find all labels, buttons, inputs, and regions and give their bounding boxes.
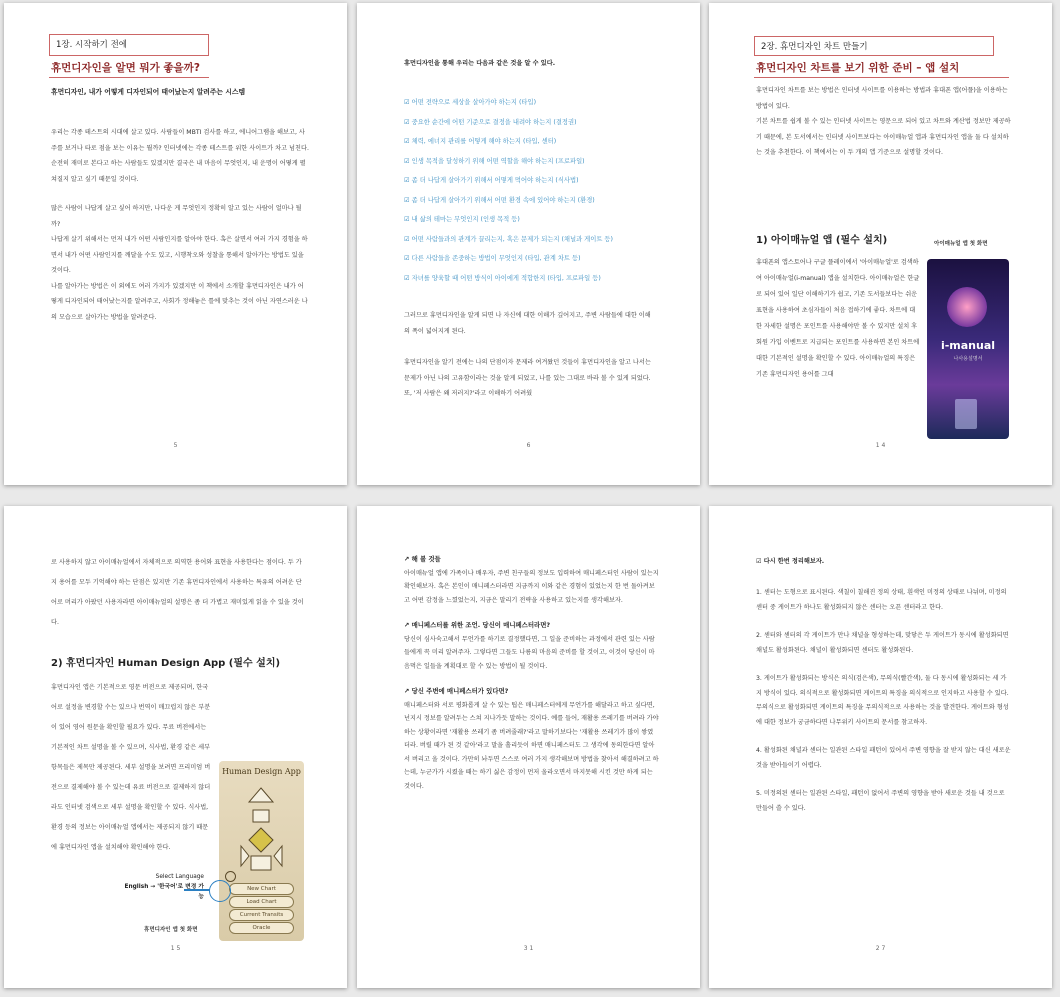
section-heading: ↗ 매니페스터를 위한 조언. 당신이 매니페스터라면? xyxy=(404,621,551,629)
list-item: ☑ 어떤 사람들과의 관계가 끌리는지, 혹은 문제가 되는지 (채널과 게이트 등) xyxy=(404,235,613,243)
title-underline xyxy=(49,77,209,78)
bodygraph-icon xyxy=(239,786,284,876)
app-title: Human Design App xyxy=(222,767,301,776)
new-chart-button[interactable]: New Chart xyxy=(229,883,294,895)
paragraph: 매니페스터와 서로 평화롭게 살 수 있는 팁은 매니페스터에게 무언가를 해달라고 하고 싶다면, 넌지시 정보를 알려두는 스쳐 지나가듯 말하는 것이다. 예를 들어, 재활용 쓰레기를 버려라 가야 하는 상황이라면 '재활용 쓰레기 좀 버려줄래?'라고 말하기보다는 '재활용 쓰레기가 많이 쌓였더라. 버릴 때가 된 것 같아'라고 말을 흘리듯이 하면 매니페스터도 그 생각에 동의한다면 알아서 버리고 올 것이다. 가만히 놔두면 스스로 여러 가지 생각해보며 방법을 찾아서 해결하려고 하는데, 누군가가 시켰을 때는 하기 싫은 감정이 먼저 올라오면서 마지못해 시킨 것만 하게 되는 것이다. xyxy=(404,701,659,790)
intro-text: 휴먼디자인을 통해 우리는 다음과 같은 것을 알 수 있다. xyxy=(404,60,556,67)
current-transits-button[interactable]: Current Transits xyxy=(229,909,294,921)
planet-icon xyxy=(947,287,987,327)
page-number: 1 5 xyxy=(170,945,181,952)
page-15 xyxy=(4,506,347,988)
body-text: 로 사용하지 않고 아이매뉴얼에서 자체적으로 의역한 용어와 표현을 사용한다는 점이다. 두 가지 용어를 모두 기억해야 하는 단점은 있지만 기존 휴먼디자인에서 사용하는 특유의 어려운 단어로 머리가 아팠던 사용자라면 아이매뉴얼의 설명은 좀 더 가볍고 재미있게 읽을 수 있을 것이다. xyxy=(51,559,304,626)
paragraph: 우리는 각종 테스트의 시대에 살고 있다. 사람들이 MBTI 검사를 하고, 에니어그램을 해보고, 사주를 보거나 타로 점을 보는 이유는 뭘까? 인터넷에는 각종 테스트를 위한 사이트가 차고 넘친다. xyxy=(51,129,309,152)
section-heading: ↗ 해 볼 것들 xyxy=(404,555,441,563)
paragraph: 휴먼디자인 차트를 보는 방법은 인터넷 사이트를 이용하는 방법과 휴대폰 앱(어플)을 이용하는 방법이 있다. xyxy=(756,87,1008,110)
page-14 xyxy=(709,3,1052,485)
callout-text xyxy=(124,872,204,902)
page-number: 6 xyxy=(526,442,531,449)
section-heading: ↗ 당신 주변에 매니페스터가 있다면? xyxy=(404,687,509,695)
body-text xyxy=(51,125,309,325)
paragraph: 나를 알아가는 방법은 이 외에도 여러 가지가 있겠지만 이 책에서 소개할 휴먼디자인은 내가 어떻게 디자인되어 태어났는지를 알려주고, 사회가 정해놓은 틀에 맞추는 것이 아닌 자연스러운 나의 모습으로 살아가는 방법을 알려준다. xyxy=(51,282,308,321)
callout-circle xyxy=(209,880,231,902)
paragraph: 나답게 살기 위해서는 먼저 내가 어떤 사람인지를 알아야 한다. 혹은 살면서 여러 가지 경험을 하면서 내가 어떤 사람인지를 깨달을 수도 있고, 시행착오와 성찰을 통해서 알아가는 방법도 있을 것이다. xyxy=(51,236,308,274)
page-number: 5 xyxy=(173,442,178,449)
page-27 xyxy=(709,506,1052,988)
subsection-heading: 2) 휴먼디자인 Human Design App (필수 설치) xyxy=(51,658,281,669)
section-subtitle: 휴먼디자인, 내가 어떻게 디자인되어 태어났는지 알려주는 시스템 xyxy=(51,88,246,96)
callout-line: English → '한국어'로 변경 가능 xyxy=(124,884,204,900)
paragraph: 순전히 재미로 본다고 하는 사람들도 있겠지만 결국은 내 마음이 무엇인지, 내 운명이 어떻게 펼쳐질지 알고 싶기 때문일 것이다. xyxy=(51,160,306,183)
page-number: 3 1 xyxy=(523,945,534,952)
imanual-app-screenshot xyxy=(927,259,1009,439)
page-number: 2 7 xyxy=(875,945,886,952)
oracle-button[interactable]: Oracle xyxy=(229,922,294,934)
body-text xyxy=(756,83,1011,161)
list-item: ☑ 내 삶의 테마는 무엇인지 (인생 목적 등) xyxy=(404,216,520,223)
list-item: ☑ 좀 더 나답게 살아가기 위해서 어떻게 먹어야 하는지 (식사법) xyxy=(404,177,579,184)
benefit-list xyxy=(404,93,674,288)
language-icon[interactable] xyxy=(225,871,236,882)
section-title: 휴먼디자인을 알면 뭐가 좋을까? xyxy=(51,62,200,74)
list-item: ☑ 중요한 순간에 어떤 기준으로 결정을 내려야 하는지 (결정권) xyxy=(404,118,577,126)
paragraph: 아이매뉴얼 앱에 가족이나 배우자, 주변 친구들의 정보도 입력하여 매니페스터인 사람이 있는지 확인해보자. 혹은 본인이 매니페스터라면 지금까지 이와 같은 경험이 있었는지 한 번 돌아켜보고 어떤 감정을 느꼈었는지, 지금은 말리기 전략을 사용하고 있는지를 생각해보자. xyxy=(404,569,659,604)
chapter-box: 1장. 시작하기 전에 xyxy=(49,34,209,56)
list-item: 3. 게이트가 활성화되는 방식은 의식(검은색), 무의식(빨간색), 둘 다 동시에 활성화되는 세 가지 방식이 있다. 의식적으로 활성화되면 게이트의 특징을 의식적으로 인지하고 사용할 수 있다. 무의식으로 활성화되면 게이트의 특징을 무의식적으로 사용하는 것을 발견한다. 게이트와 형성에 대한 정보가 궁금하다면 나무위키 사이트의 문서를 참고하자. xyxy=(756,675,1009,726)
list-item: ☑ 체력, 에너지 관리를 어떻게 해야 하는지 (타입, 센터) xyxy=(404,138,557,145)
app-tagline: 나사용설명서 xyxy=(953,356,983,362)
figure-caption: 아이매뉴얼 앱 첫 화면 xyxy=(934,241,988,247)
list-item: 5. 미정의된 센터는 일관된 스타일, 패턴이 없어서 주변의 영향을 받아 새로운 것들 내 것으로 만들어 쓸 수 있다. xyxy=(756,790,1005,812)
body-text xyxy=(404,308,654,402)
list-item: ☑ 좀 더 나답게 살아가기 위해서 어떤 환경 속에 있어야 하는지 (환경) xyxy=(404,196,595,204)
paragraph: 기본 차트를 쉽게 볼 수 있는 인터넷 사이트는 영문으로 되어 있고 차트와 계산법 정보만 제공하기 때문에, 본 도서에서는 인터넷 사이트보다는 아이매뉴얼 앱과 휴먼디자인 앱을 둘 다 설치하는 것을 추천한다. 이 책에서는 이 두 개의 앱 기준으로 설명할 것이다. xyxy=(756,118,1011,156)
paragraph: 당신이 심사숙고해서 무언가를 하기로 결정했다면, 그 일을 준비하는 과정에서 관련 있는 사람들에게 꼭 미리 알려주자. 그렇다면 그들도 나름의 마음의 준비를 할 것이고, 이것이 당신이 마음먹은 일들을 계획대로 할 수 있는 방법이 될 것이다. xyxy=(404,635,655,670)
summary-heading: ☑ 다시 한번 정리해보자. xyxy=(756,558,825,565)
body-text: 휴대폰의 앱스토어나 구글 플레이에서 '아이매뉴얼'로 검색하여 아이매뉴얼(i-manual) 앱을 설치한다. 아이매뉴얼은 한글로 되어 있어 일단 이해하기가 쉽고, 기존 도서들보다는 쉬운 표현을 사용하여 초심자들이 처음 접하기에 좋다. 차트에 대한 자세한 설명은 포인트를 사용해야만 볼 수 있지만 설치 후 회원 가입 이벤트로 지급되는 포인트를 사용하면 본인 차트에 대한 기본적인 설명을 확인할 수 있다. 아이매뉴얼의 특징은 기존 휴먼디자인 용어를 그대 xyxy=(756,259,920,378)
section-title: 휴먼디자인 차트를 보기 위한 준비 – 앱 설치 xyxy=(756,62,960,74)
page-5 xyxy=(4,3,347,485)
page-31 xyxy=(357,506,700,988)
paragraph: 휴먼디자인을 알기 전에는 나의 단점이자 문제라 여겨왔던 것들이 휴먼디자인을 알고 나서는 문제가 아닌 나의 고유함이라는 것을 알게 되었고, 나를 있는 그대로 바라 볼 수 있게 되었다. 또, '저 사람은 왜 저러지?'라고 이해하기 어려웠 xyxy=(404,359,651,397)
human-design-app-screenshot xyxy=(219,761,304,941)
load-chart-button[interactable]: Load Chart xyxy=(229,896,294,908)
list-item: 4. 활성화된 채널과 센터는 일관된 스타일 패턴이 있어서 주변 영향을 잘 받지 않는 대신 새로운 것을 받아들이기 어렵다. xyxy=(756,747,1011,769)
list-item: ☑ 다른 사람들을 존중하는 방법이 무엇인지 (타입, 관계 차트 등) xyxy=(404,255,581,262)
body-text: 휴먼디자인 앱은 기본적으로 영문 버전으로 제공되며, 한국어로 설정을 변경할 수는 있으나 번역이 매끄럽지 않은 부분이 있어 영어 원문을 확인할 필요가 있다. 무료 버전에서는 기본적인 차트 설명을 볼 수 있으며, 식사법, 환경 같은 세부 항목들은 제목만 제공된다. 세부 설명을 보려면 프리미엄 버전으로 결제해야 볼 수 있는데 유료 버전으로 결제하지 않더라도 인터넷 검색으로 세부 설명을 확인할 수 있다. 식사법, 환경 등의 정보는 아이매뉴얼 앱에서는 제공되지 않기 때문에 휴먼디자인 앱을 설치해야 확인해야 한다. xyxy=(51,684,211,851)
list-item: 1. 센터는 도형으로 표시된다. 색칠이 칠해진 정의 상태, 흰색인 미정의 상태로 나뉘며, 미정의 센터 중 게이트가 하나도 활성화되지 않은 센터는 오픈 센터라고 한다. xyxy=(756,589,1007,611)
paragraph: 많은 사람이 나답게 살고 싶어 하지만, 나다운 게 무엇인지 정확히 알고 있는 사람이 얼마나 될까? xyxy=(51,205,302,228)
app-logo-text: i-manual xyxy=(940,339,996,352)
page-number: 1 4 xyxy=(875,442,886,449)
figure-caption: 휴먼디자인 앱 첫 화면 xyxy=(144,927,198,933)
title-underline xyxy=(754,77,1009,78)
subsection-heading: 1) 아이매뉴얼 앱 (필수 설치) xyxy=(756,235,888,246)
body-text xyxy=(404,553,659,793)
figure-icon xyxy=(955,399,977,429)
chapter-box: 2장. 휴먼디자인 차트 만들기 xyxy=(754,36,994,56)
list-item: ☑ 어떤 전략으로 세상을 살아가야 하는지 (타입) xyxy=(404,99,537,106)
callout-line: Select Language xyxy=(155,874,204,880)
paragraph: 그러므로 휴먼디자인을 알게 되면 나 자신에 대한 이해가 깊어지고, 주변 사람들에 대한 이해의 폭이 넓어지게 된다. xyxy=(404,312,651,335)
summary-list xyxy=(756,586,1011,816)
list-item: ☑ 자녀를 양육할 때 어떤 방식이 아이에게 적합한지 (타입, 프로파일 등) xyxy=(404,274,601,282)
list-item: ☑ 인생 목적을 달성하기 위해 어떤 역할을 해야 하는지 (프로파일) xyxy=(404,157,585,165)
page-6 xyxy=(357,3,700,485)
list-item: 2. 센터와 센터의 각 게이트가 만나 채널을 형성하는데, 맞닿은 두 게이트가 동시에 활성화되면 채널도 활성화된다. 채널이 활성화되면 센터도 활성화된다. xyxy=(756,632,1009,654)
